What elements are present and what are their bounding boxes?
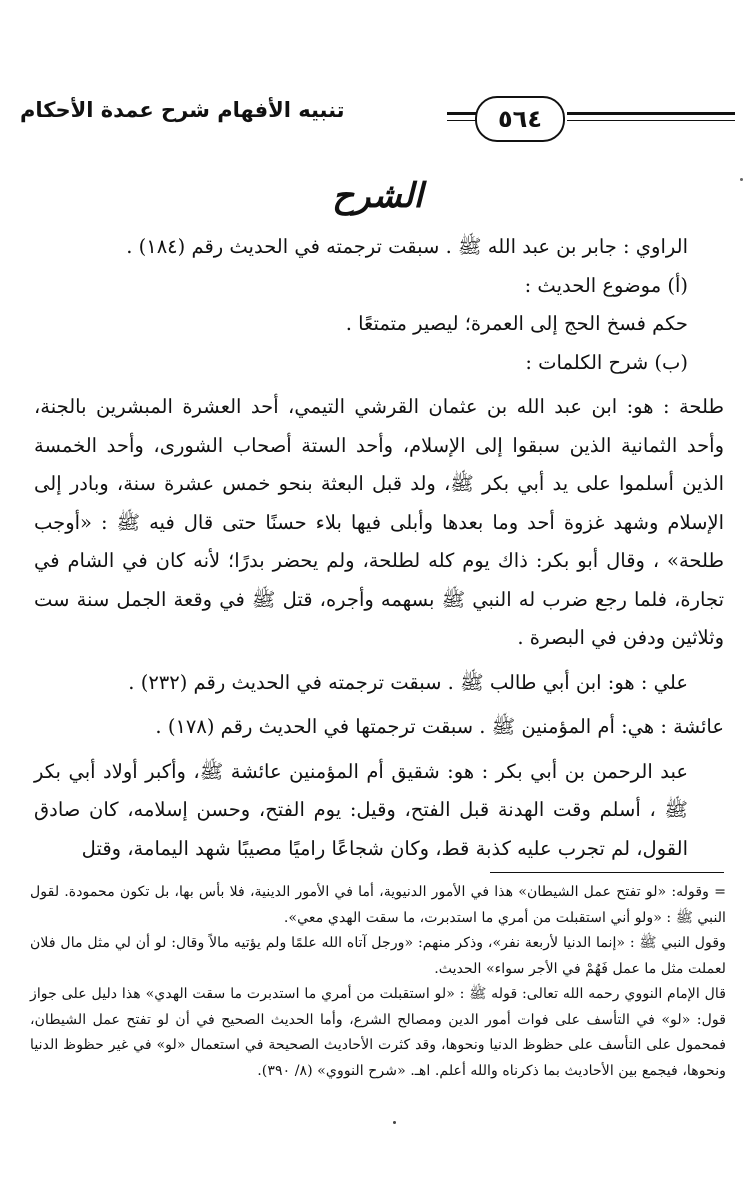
footnotes bbox=[30, 880, 726, 1084]
body-text bbox=[34, 228, 724, 868]
book-title: تنبيه الأفهام شرح عمدة الأحكام bbox=[20, 98, 345, 122]
page-number: ٥٦٤ bbox=[475, 96, 565, 142]
paragraph-abdulrahman: عبد الرحمن بن أبي بكر : هو: شقيق أم المؤمنين عائشة ﷺ، وأكبر أولاد أبي بكر ﷺ ، أسلم وقت الهدنة قبل الفتح، وقيل: يوم الفتح، وحسن إسلامه، كان صادق القول، لم تجرب عليه كذبة قط، وكان شجاعًا راميًا مصيبًا شهد اليمامة، وقتل bbox=[34, 759, 688, 860]
header-rule bbox=[567, 112, 735, 121]
paragraph-talha: طلحة : هو: ابن عبد الله بن عثمان القرشي التيمي، أحد العشرة المبشرين بالجنة، وأحد الثمانية الذين سبقوا إلى الإسلام، وأحد الستة أصحاب الشورى، وأحد الخمسة الذين أسلموا على يد أبي بكر ﷺ، ولد قبل البعثة بنحو خمس عشرة سنة، وبادر إلى الإسلام وشهد غزوة أحد وما بعدها وأبلى فيها بلاء حسنًا حتى قال فيه ﷺ : «أوجب طلحة» ، وقال أبو بكر: ذاك يوم كله لطلحة، ولم يحضر بدرًا؛ لأنه كان في الشام في تجارة، فلما رجع ضرب له النبي ﷺ بسهمه وأجره، قتل ﷺ في وقعة الجمل سنة ست وثلاثين ودفن في البصرة . bbox=[34, 395, 724, 649]
section-title: الشرح bbox=[332, 176, 423, 216]
page-header bbox=[20, 96, 735, 144]
heading-words: (ب) شرح الكلمات : bbox=[525, 350, 688, 374]
paragraph-narrator: الراوي : جابر بن عبد الله ﷺ . سبقت ترجمته في الحديث رقم (١٨٤) . bbox=[126, 235, 688, 258]
footnote-paragraph: وقول النبي ﷺ : «إنما الدنيا لأربعة نفر»، وذكر منهم: «ورجل آتاه الله علمًا ولم يؤتيه مالاً وقال: لو أن لي مثل مال فلان لعملت مثل ما عمل فَهُمْ في الأجر سواء» الحديث. bbox=[30, 935, 726, 977]
footnote-paragraph: = وقوله: «لو تفتح عمل الشيطان» هذا في الأمور الدنيوية، أما في الأمور الدينية، فلا بأس بها، بل تكون محمودة. لقول النبي ﷺ : «ولو أني استقبلت من أمري ما استدبرت، ما سقت الهدي معي». bbox=[30, 884, 726, 926]
heading-topic: (أ) موضوع الحديث : bbox=[524, 273, 688, 297]
footnote-divider bbox=[490, 872, 724, 873]
speck bbox=[393, 1121, 396, 1124]
paragraph-aisha: عائشة : هي: أم المؤمنين ﷺ . سبقت ترجمتها في الحديث رقم (١٧٨) . bbox=[155, 715, 724, 738]
paragraph-ali: علي : هو: ابن أبي طالب ﷺ . سبقت ترجمته في الحديث رقم (٢٣٢) . bbox=[128, 670, 688, 694]
footnote-paragraph: قال الإمام النووي رحمه الله تعالى: قوله ﷺ : «لو استقبلت من أمري ما استدبرت ما سقت الهدي» هذا دليل على جواز قول: «لو» في التأسف على فوات أمور الدين ومصالح الشرع، وأما الحديث الصحيح في أن لو تفتح عمل الشيطان، فمحمول على التأسف على حظوظ الدنيا ونحوها، وقد كثرت الأحاديث الصحيحة في استعمال «لو» في غير حظوظ الدنيا ونحوها، فيجمع بين الأحاديث بما ذكرناه والله أعلم. اهـ. «شرح النووي» (٨/ ٣٩٠). bbox=[30, 986, 726, 1079]
paragraph-topic: حكم فسخ الحج إلى العمرة؛ ليصير متمتعًا . bbox=[345, 312, 688, 335]
header-rule bbox=[447, 112, 477, 121]
